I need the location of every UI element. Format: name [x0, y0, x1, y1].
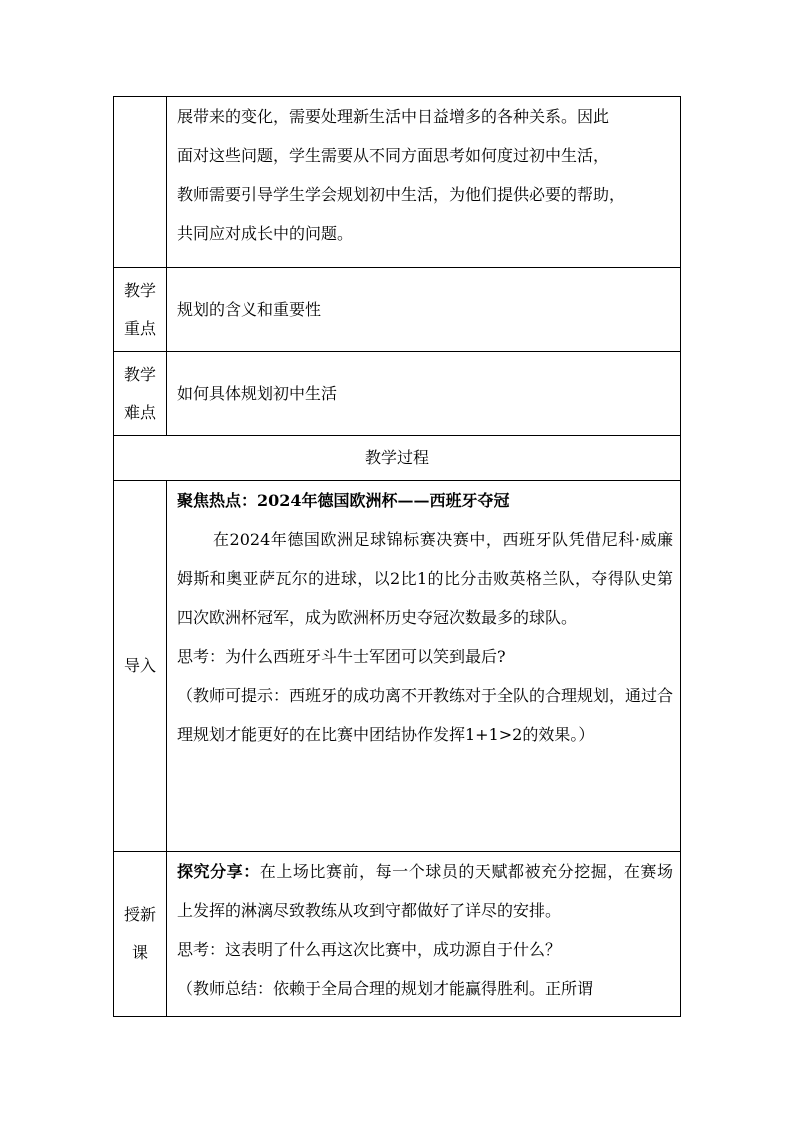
share-paragraph: [177, 852, 673, 930]
key-point-label: 教学重点: [114, 268, 167, 352]
text-line: 共同应对成长中的问题。: [177, 224, 354, 243]
intro-cell: [167, 481, 681, 852]
process-header: 教学过程: [114, 436, 681, 481]
new-lesson-label: 授新课: [114, 852, 167, 1017]
share-label: 探究分享：: [177, 862, 260, 881]
text-line: 展带来的变化，需要处理新生活中日益增多的各种关系。因此: [177, 107, 610, 126]
difficulty-label: 教学难点: [114, 352, 167, 436]
key-point-text: 规划的含义和重要性: [167, 268, 681, 352]
table-row: [114, 481, 681, 852]
new-lesson-think: 思考：这表明了什么再这次比赛中，成功源自于什么？: [177, 940, 562, 959]
table-row: [114, 97, 681, 268]
teacher-summary: （教师总结：依赖于全局合理的规划才能赢得胜利。正所谓: [177, 979, 594, 998]
intro-hint: （教师可提示：西班牙的成功离不开教练对于全队的合理规划，通过合理规划才能更好的在比赛中团结协作发挥1+1>2的效果。）: [177, 686, 674, 744]
text-line: 教师需要引导学生学会规划初中生活，为他们提供必要的帮助，: [177, 185, 626, 204]
table-row: [114, 852, 681, 1017]
lesson-plan-table: [113, 96, 681, 1017]
text-line: 面对这些问题，学生需要从不同方面思考如何度过初中生活，: [177, 146, 610, 165]
intro-title: 聚焦热点：2024年德国欧洲杯——西班牙夺冠: [177, 491, 510, 510]
intro-label: 导入: [114, 481, 167, 852]
row-label-empty: [114, 97, 167, 268]
table-row: [114, 436, 681, 481]
share-text: 在上场比赛前，每一个球员的天赋都被充分挖掘，在赛场上发挥的淋漓尽致教练从攻到守都做好了详尽的安排。: [177, 862, 673, 920]
new-lesson-cell: [167, 852, 681, 1017]
intro-continuation-cell: [167, 97, 681, 268]
intro-think: 思考：为什么西班牙斗牛士军团可以笑到最后?: [177, 647, 506, 666]
table-row: [114, 268, 681, 352]
intro-paragraph: 在2024年德国欧洲足球锦标赛决赛中，西班牙队凭借尼科·威廉姆斯和奥亚萨瓦尔的进球，以2比1的比分击败英格兰队，夺得队史第四次欧洲杯冠军，成为欧洲杯历史夺冠次数最多的球队。: [177, 530, 673, 627]
difficulty-text: 如何具体规划初中生活: [167, 352, 681, 436]
table-row: [114, 352, 681, 436]
